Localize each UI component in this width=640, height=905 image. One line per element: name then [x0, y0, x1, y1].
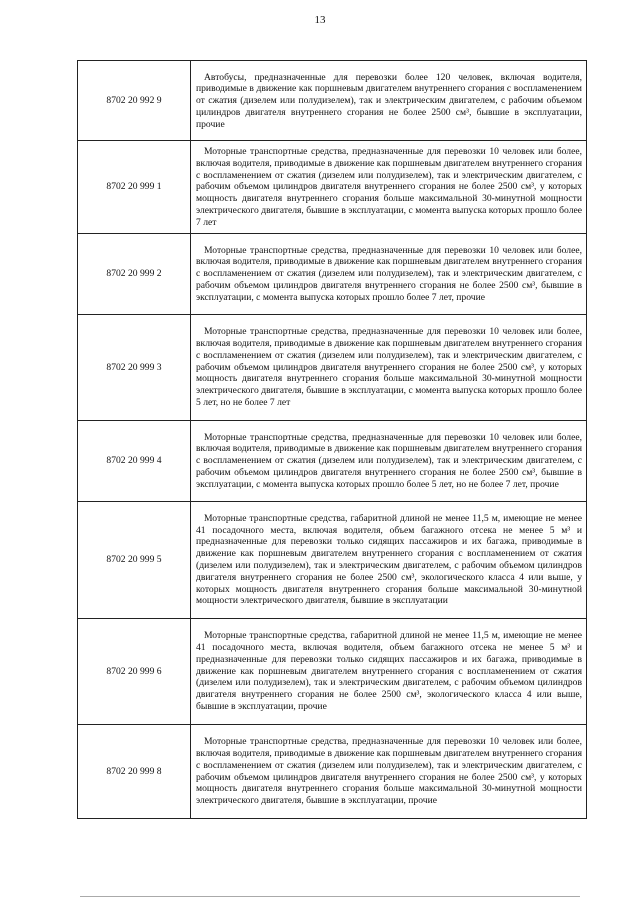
page-number: 13: [314, 14, 326, 26]
description-cell: [191, 233, 587, 314]
description-cell: [191, 141, 587, 234]
tariff-code: 8702 20 999 6: [78, 618, 191, 724]
table-row: [78, 420, 587, 501]
description-cell: [191, 314, 587, 420]
description-text: Моторные транспортные средства, предназначенные для перевозки 10 человек или более, включая водителя, приводимые в движение как поршневым двигателем внутреннего сгорания с воспламенением от сжатия (дизелем или полудизелем), так и электрическим двигателем, с рабочим объемом цилиндров двигателя внутреннего сгорания не более 2500 см³, у которых мощность двигателя внутреннего сгорания больше максимальной 30-минутной мощности электрического двигателя, бывшие в эксплуатации, с момента выпуска которых прошло более 5 лет, но не более 7 лет: [196, 326, 582, 409]
tariff-code: 8702 20 999 2: [78, 233, 191, 314]
tariff-code: 8702 20 999 5: [78, 501, 191, 618]
tariff-code: 8702 20 999 3: [78, 314, 191, 420]
table-row: [78, 233, 587, 314]
table-row: [78, 618, 587, 724]
tariff-code: 8702 20 999 4: [78, 420, 191, 501]
description-text: Моторные транспортные средства, габаритной длиной не менее 11,5 м, имеющие не менее 41 посадочного места, включая водителя, объем багажного отсека не менее 5 м³ и предназначенные для перевозки только сидящих пассажиров и их багажа, приводимые в движение как поршневым двигателем внутреннего сгорания с воспламенением от сжатия (дизелем или полудизелем), так и электрическим двигателем, с рабочим объемом цилиндров двигателя внутреннего сгорания не более 2500 см³, экологического класса 4 или выше, у которых мощность двигателя внутреннего сгорания больше максимальной 30-минутной мощности электрического двигателя, бывшие в эксплуатации: [196, 512, 582, 607]
tariff-code: 8702 20 999 8: [78, 724, 191, 818]
table-row: [78, 141, 587, 234]
scan-edge-line: [80, 896, 580, 897]
description-cell: [191, 61, 587, 141]
description-text: Моторные транспортные средства, предназначенные для перевозки 10 человек или более, включая водителя, приводимые в движение как поршневым двигателем внутреннего сгорания с воспламенением от сжатия (дизелем или полудизелем), так и электрическим двигателем, с рабочим объемом цилиндров двигателя внутреннего сгорания не более 2500 см³, у которых мощность двигателя внутреннего сгорания больше максимальной 30-минутной мощности электрического двигателя, бывшие в эксплуатации, прочие: [196, 736, 582, 807]
table-row: [78, 501, 587, 618]
description-cell: [191, 724, 587, 818]
tariff-code: 8702 20 992 9: [78, 61, 191, 141]
tariff-code: 8702 20 999 1: [78, 141, 191, 234]
table-row: [78, 724, 587, 818]
tariff-codes-table: [77, 60, 587, 819]
description-text: Моторные транспортные средства, предназначенные для перевозки 10 человек или более, включая водителя, приводимые в движение как поршневым двигателем внутреннего сгорания с воспламенением от сжатия (дизелем или полудизелем), так и электрическим двигателем, с рабочим объемом цилиндров двигателя внутреннего сгорания не более 2500 см³, бывшие в эксплуатации, с момента выпуска которых прошло более 5 лет, но не более 7 лет, прочие: [196, 431, 582, 490]
description-cell: [191, 420, 587, 501]
description-text: Автобусы, предназначенные для перевозки более 120 человек, включая водителя, приводимые в движение как поршневым двигателем внутреннего сгорания с воспламенением от сжатия (дизелем или полудизелем), так и электрическим двигателем, с рабочим объемом цилиндров двигателя внутреннего сгорания не более 2500 см³, бывшие в эксплуатации, прочие: [196, 71, 582, 130]
description-text: Моторные транспортные средства, габаритной длиной не менее 11,5 м, имеющие не менее 41 посадочного места, включая водителя, объем багажного отсека не менее 5 м³ и предназначенные для перевозки только сидящих пассажиров и их багажа, приводимые в движение как поршневым двигателем внутреннего сгорания с воспламенением от сжатия (дизелем или полудизелем), так и электрическим двигателем, с рабочим объемом цилиндров двигателя внутреннего сгорания не более 2500 см³, экологического класса 4 или выше, бывшие в эксплуатации, прочие: [196, 630, 582, 713]
description-text: Моторные транспортные средства, предназначенные для перевозки 10 человек или более, включая водителя, приводимые в движение как поршневым двигателем внутреннего сгорания с воспламенением от сжатия (дизелем или полудизелем), так и электрическим двигателем, с рабочим объемом цилиндров двигателя внутреннего сгорания не более 2500 см³, бывшие в эксплуатации, с момента выпуска которых прошло более 7 лет, прочие: [196, 244, 582, 303]
table-row: [78, 314, 587, 420]
description-cell: [191, 618, 587, 724]
description-text: Моторные транспортные средства, предназначенные для перевозки 10 человек или более, включая водителя, приводимые в движение как поршневым двигателем внутреннего сгорания с воспламенением от сжатия (дизелем или полудизелем), так и электрическим двигателем, с рабочим объемом цилиндров двигателя внутреннего сгорания не более 2500 см³, у которых мощность двигателя внутреннего сгорания больше максимальной 30-минутной мощности электрического двигателя, бывшие в эксплуатации, с момента выпуска которых прошло более 7 лет: [196, 146, 582, 228]
description-cell: [191, 501, 587, 618]
table-row: [78, 61, 587, 141]
